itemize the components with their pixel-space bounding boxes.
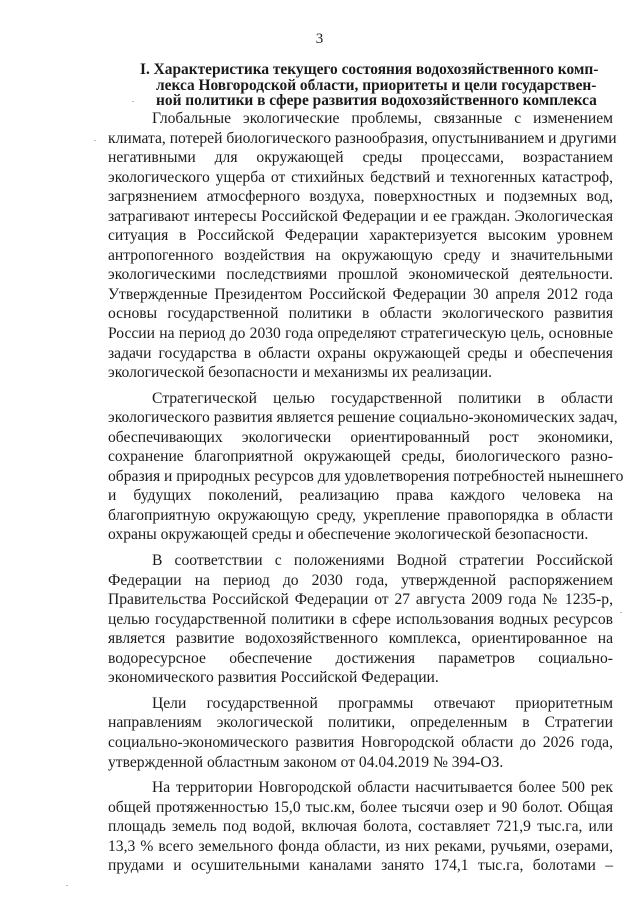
text-line: 13,3 % всего земельного фонда области, из них реками, ручьями, озерами, bbox=[108, 837, 613, 855]
text-line: водоресурсное обеспечение достижения параметров социально- bbox=[108, 649, 613, 667]
text-line: образия и природных ресурсов для удовлетворения потребностей нынешнего bbox=[108, 467, 624, 485]
paragraph bbox=[108, 694, 613, 772]
text-line: антропогенного воздействия на окружающую среду и значительными bbox=[108, 246, 613, 264]
text-line: общей протяженностью 15,0 тыс.км, более тысячи озер и 90 болот. Общая bbox=[108, 798, 613, 816]
text-line: обеспечивающих экологически ориентированный рост экономики, bbox=[108, 428, 613, 446]
text-line: экологического развития является решение социально-экономических задач, bbox=[108, 409, 618, 427]
text-line: прудами и осушительными каналами занято 174,1 тыс.га, болотами – bbox=[108, 857, 613, 875]
body-text bbox=[108, 109, 624, 876]
text-line: ситуация в Российской Федерации характеризуется высоким уровнем bbox=[108, 227, 613, 245]
text-line: основы государственной политики в области экологического развития bbox=[108, 305, 613, 323]
scan-speck bbox=[66, 885, 68, 886]
text-line: Глобальные экологические проблемы, связанные с изменением bbox=[152, 110, 613, 127]
text-line: социально-экономического развития Новгородской области до 2026 года, bbox=[108, 733, 613, 751]
text-line: негативными для окружающей среды процессами, возрастанием bbox=[108, 149, 613, 167]
paragraph bbox=[108, 551, 613, 688]
text-line: загрязнением атмосферного воздуха, поверхностных и подземных вод, bbox=[108, 188, 613, 206]
text-line: В соответствии с положениями Водной стратегии Российской bbox=[152, 552, 613, 570]
text-line: Правительства Российской Федерации от 27 августа 2009 года № 1235-р, bbox=[108, 591, 613, 609]
scan-speck bbox=[620, 612, 622, 613]
text-line: сохранение благоприятной окружающей среды, биологического разно- bbox=[108, 448, 613, 466]
heading-line: ной политики в сфере развития водохозяйственного комплекса bbox=[156, 92, 597, 109]
heading-line: лекса Новгородской области, приоритеты и цели государствен- bbox=[156, 76, 597, 94]
page-number: 3 bbox=[315, 31, 324, 47]
text-line: Стратегической целью государственной политики в области bbox=[152, 389, 613, 407]
heading-line: I. Характеристика текущего состояния водохозяйственного комп- bbox=[140, 61, 599, 78]
text-line: экологической безопасности и механизмы их реализации. bbox=[108, 364, 493, 382]
paragraph bbox=[108, 109, 617, 383]
text-line: площадь земель под водой, включая болота, составляет 721,9 тыс.га, или bbox=[108, 818, 613, 836]
text-line: затрагивают интересы Российской Федерации и ее граждан. Экологическая bbox=[108, 207, 613, 225]
text-line: экономического развития Российской Федерации. bbox=[108, 669, 439, 687]
text-line: задачи государства в области охраны окружающей среды и обеспечения bbox=[108, 344, 613, 362]
text-line: Федерации на период до 2030 года, утвержденной распоряжением bbox=[108, 571, 613, 589]
text-line: целью государственной политики в сфере использования водных ресурсов bbox=[108, 610, 613, 628]
text-line: охраны окружающей среды и обеспечение экологической безопасности. bbox=[108, 526, 589, 544]
text-line: является развитие водохозяйственного комплекса, ориентированное на bbox=[108, 630, 613, 648]
text-line: благоприятную окружающую среду, укрепление правопорядка в области bbox=[108, 506, 613, 524]
paragraph bbox=[108, 778, 613, 876]
text-line: направлениям экологической политики, определенным в Стратегии bbox=[108, 714, 613, 732]
section-heading bbox=[140, 62, 602, 109]
scan-speck bbox=[132, 101, 134, 102]
text-line: России на период до 2030 года определяют стратегическую цель, основные bbox=[108, 325, 613, 343]
text-line: Утвержденные Президентом Российской Федерации 30 апреля 2012 года bbox=[108, 285, 613, 303]
text-line: экологическими последствиями прошлой экономической деятельности. bbox=[108, 266, 613, 284]
text-line: утвержденной областным законом от 04.04.2019 № 394-ОЗ. bbox=[108, 753, 504, 771]
text-line: На территории Новгородской области насчитывается более 500 рек bbox=[152, 779, 613, 797]
text-line: климата, потерей биологического разнообразия, опустыниванием и другими bbox=[108, 129, 617, 147]
text-line: и будущих поколений, реализацию права каждого человека на bbox=[108, 487, 613, 505]
text-line: Цели государственной программы отвечают приоритетным bbox=[152, 694, 613, 712]
text-line: экологического ущерба от стихийных бедствий и техногенных катастроф, bbox=[108, 168, 613, 186]
paragraph bbox=[108, 389, 624, 545]
scan-speck bbox=[94, 140, 96, 141]
